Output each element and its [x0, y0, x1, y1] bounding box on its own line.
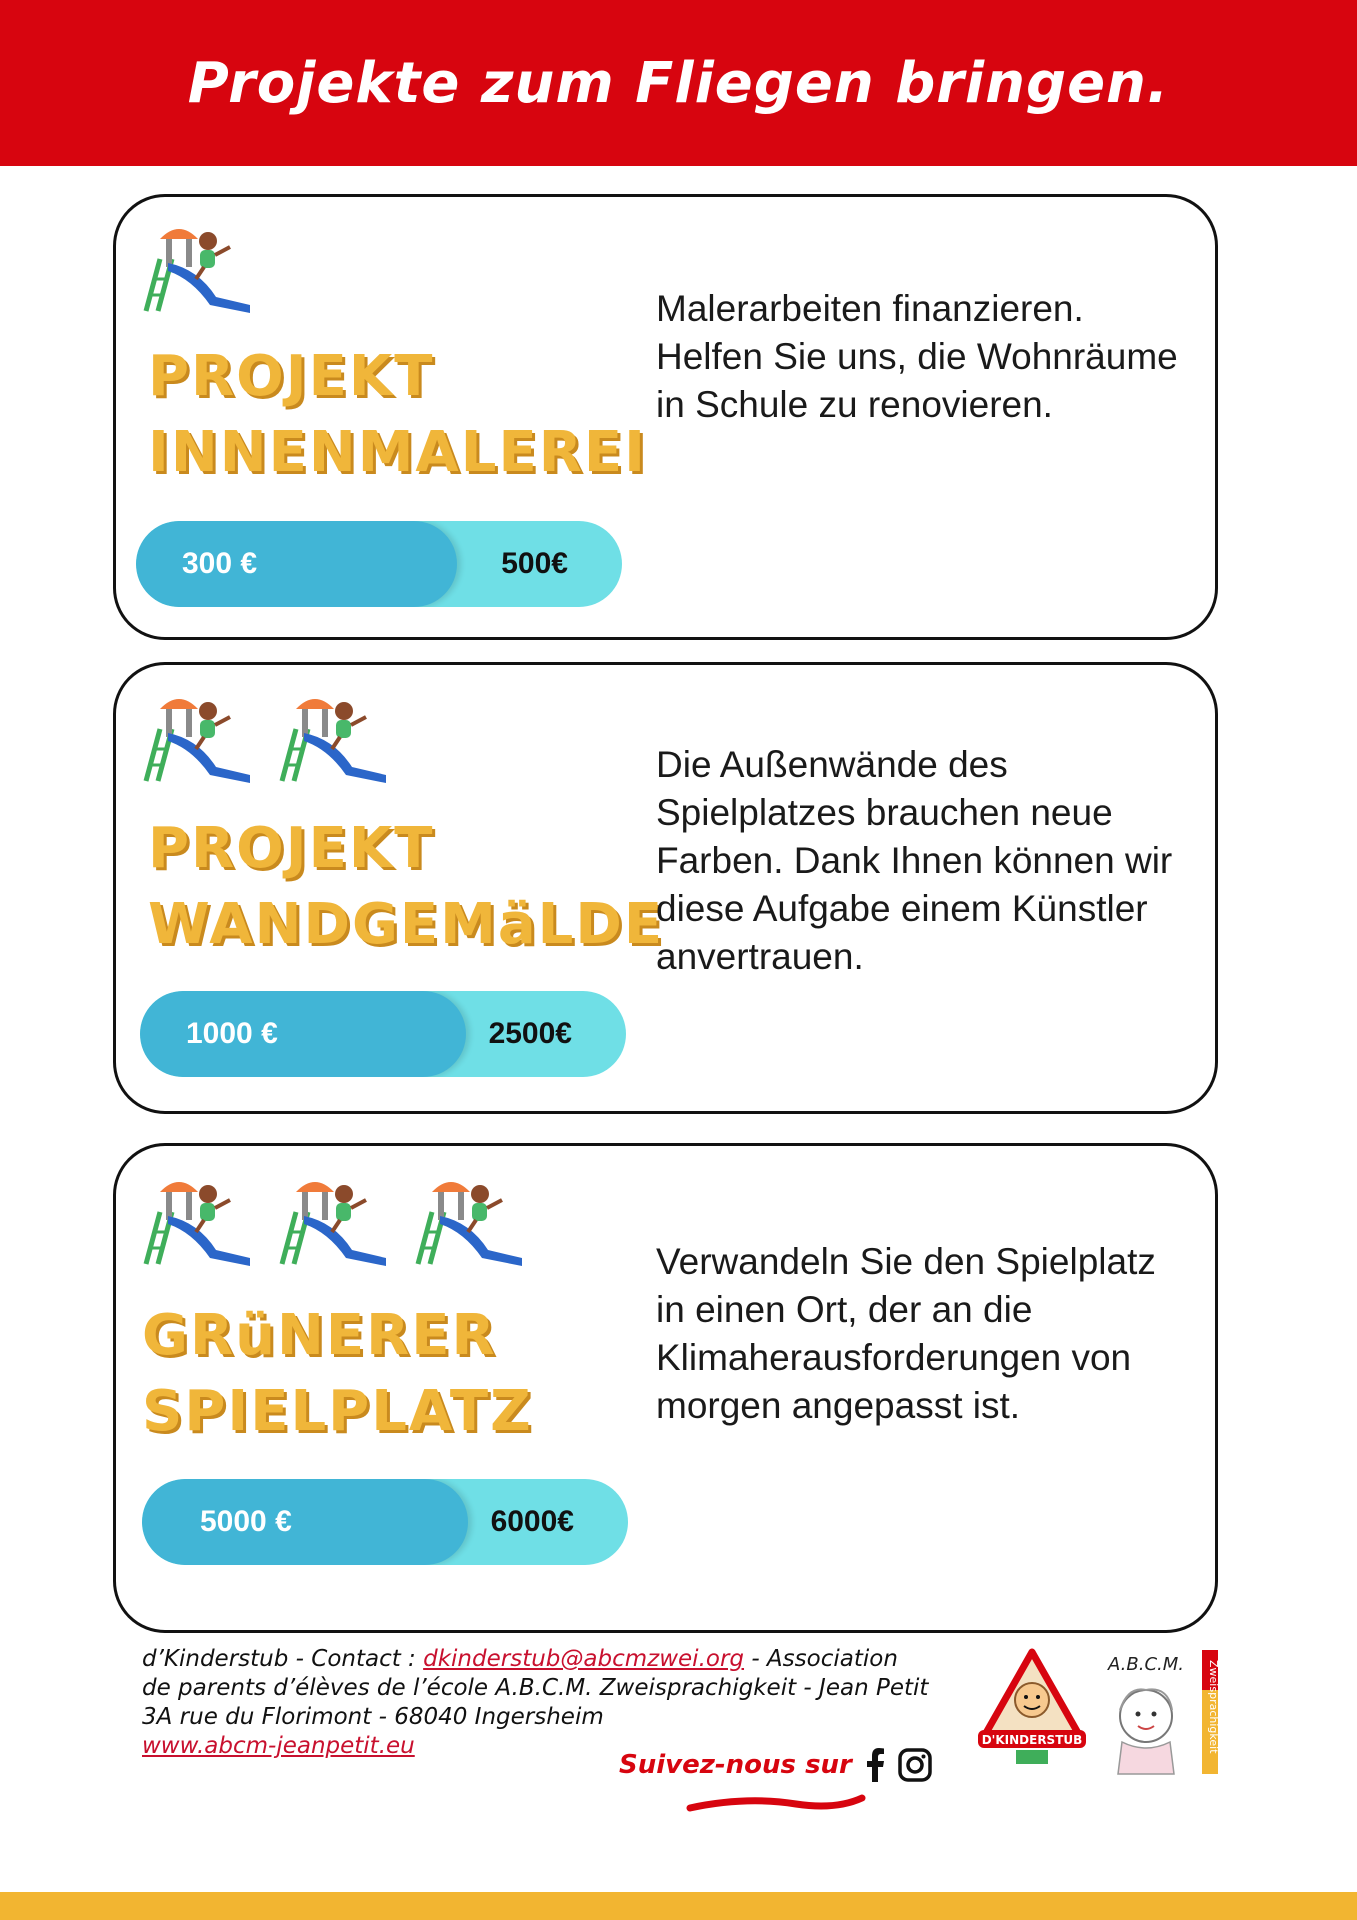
project-card-gruenerer-spielplatz: [113, 1143, 1218, 1633]
funding-progress-bar: [142, 1479, 628, 1565]
project-title-line1: GRüNERER: [142, 1303, 497, 1368]
project-title: [142, 1298, 533, 1450]
funding-progress-bar: [136, 521, 622, 607]
slide-icons: [138, 219, 254, 315]
page-title: Projekte zum Fliegen bringen.: [187, 50, 1170, 116]
bottom-accent-bar: [0, 1892, 1357, 1920]
funding-goal: 6000€: [490, 1505, 574, 1538]
project-description: Malerarbeiten finanzieren. Helfen Sie uns, die Wohnräume in Schule zu renovieren.: [656, 288, 1178, 425]
page-header: [0, 0, 1357, 166]
contact-email-link[interactable]: dkinderstub@abcmzwei.org: [423, 1646, 745, 1672]
dkinderstub-logo: [976, 1648, 1088, 1768]
slide-icons: [138, 1172, 526, 1268]
social-follow: [619, 1748, 932, 1782]
website-link[interactable]: www.abcm-jeanpetit.eu: [142, 1733, 415, 1759]
funding-goal: 2500€: [488, 1017, 572, 1050]
playground-slide-icon: [410, 1172, 526, 1268]
playground-slide-icon: [138, 219, 254, 315]
funding-goal: 500€: [501, 547, 568, 580]
footer-contact: [142, 1645, 962, 1761]
red-swoosh-decoration: [686, 1790, 866, 1816]
project-description: Verwandeln Sie den Spielplatz in einen Ort, der an die Klimaherausforderungen von morgen angepasst ist.: [656, 1241, 1156, 1426]
footer-line1-suffix: - Association: [744, 1646, 898, 1672]
funding-progress-fill: [142, 1479, 468, 1565]
playground-slide-icon: [274, 689, 390, 785]
logo2-side-text: Zweisprachigkeit: [1207, 1660, 1220, 1754]
footer-address: 3A rue du Florimont - 68040 Ingersheim: [142, 1704, 604, 1730]
playground-slide-icon: [138, 689, 254, 785]
funding-current: 1000 €: [186, 1017, 278, 1050]
slide-icons: [138, 689, 390, 785]
project-title-line2: WANDGEMäLDE: [148, 892, 665, 957]
project-title-line2: SPIELPLATZ: [142, 1379, 533, 1444]
funding-current: 300 €: [182, 547, 258, 580]
playground-slide-icon: [274, 1172, 390, 1268]
project-card-wandgemaelde: [113, 662, 1218, 1114]
logo2-text: A.B.C.M.: [1108, 1654, 1184, 1675]
funding-current: 5000 €: [200, 1505, 292, 1538]
project-title: [148, 339, 647, 491]
footer-line2: de parents d’élèves de l’école A.B.C.M. Zweisprachigkeit - Jean Petit: [142, 1675, 929, 1701]
footer-line1-prefix: d’Kinderstub - Contact :: [142, 1646, 424, 1672]
facebook-icon[interactable]: [864, 1748, 886, 1782]
project-title: [148, 811, 664, 963]
instagram-icon[interactable]: [898, 1748, 932, 1782]
playground-slide-icon: [138, 1172, 254, 1268]
abcm-logo: [1098, 1650, 1228, 1780]
follow-label: Suivez-nous sur: [619, 1750, 852, 1780]
project-description: Die Außenwände des Spielplatzes brauchen neue Farben. Dank Ihnen können wir diese Aufgabe einem Künstler anvertrauen.: [656, 744, 1173, 977]
project-title-line1: PROJEKT: [148, 816, 435, 881]
project-title-line1: PROJEKT: [148, 344, 435, 409]
project-card-innenmalerei: [113, 194, 1218, 640]
project-title-line2: INNENMALEREI: [148, 420, 647, 485]
funding-progress-bar: [140, 991, 626, 1077]
logo1-text: D'KINDERSTUB: [981, 1733, 1083, 1747]
